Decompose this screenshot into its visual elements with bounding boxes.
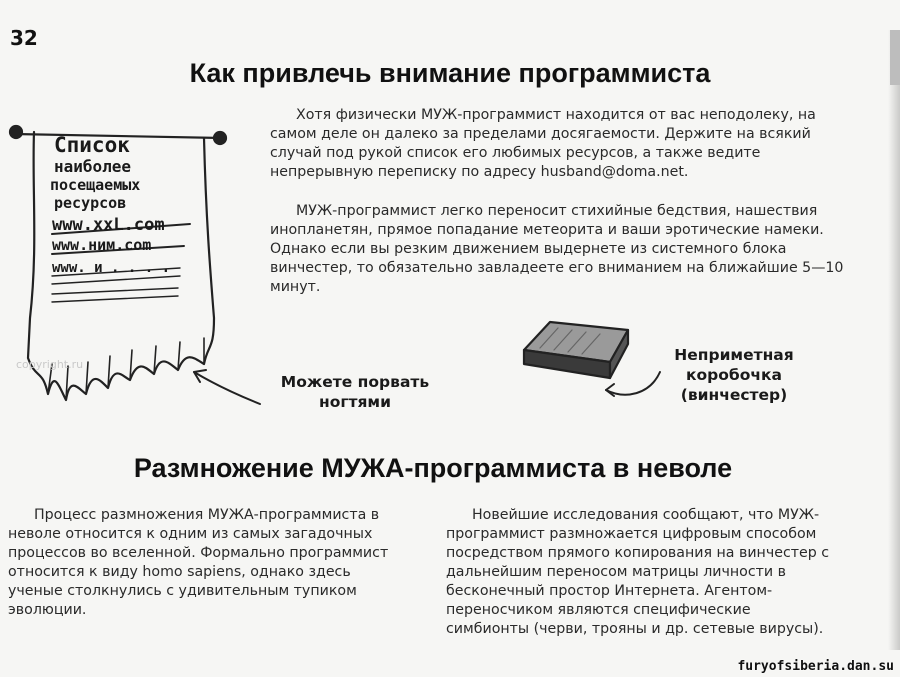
site-stamp: furyofsiberia.dan.su: [737, 659, 894, 674]
hard-drive-caption: [656, 345, 812, 405]
hard-drive-illustration: [510, 308, 670, 408]
torn-list-illustration: [8, 118, 268, 418]
section-2-right-paragraph: Новейшие исследования сообщают, что МУЖ-программист размножается цифровым способом посредством прямого копирования на винчестер с дальнейшим переносом матрицы личности в бесконечный простор Интернета. Агентом-переносчиком являются специфические симбионты (черви, трояны и др. сетевые вирусы).: [446, 507, 830, 637]
torn-list-caption-line-2: ногтями: [319, 393, 391, 411]
list-heading-line-1: Список: [54, 133, 130, 157]
hard-drive-caption-line-1: Неприметная: [674, 346, 794, 364]
list-heading-line-4: ресурсов: [54, 194, 127, 212]
section-2-title: Размножение МУЖА-программиста в неволе: [133, 453, 733, 483]
hard-drive-caption-line-3: (винчестер): [680, 386, 788, 404]
page-edge-shadow: [888, 30, 900, 650]
page-number: 32: [10, 26, 38, 50]
section-2-left-paragraph: Процесс размножения МУЖА-программиста в неволе относится к одним из самых загадочных процессов во вселенной. Формально программист относится к виду homo sapiens, однако здесь ученые столкнулись с удивительным тупиком эволюции.: [8, 507, 389, 618]
section-1-paragraph-1: Хотя физически МУЖ-программист находится от вас неподолеку, на самом деле он далеко за пределами досягаемости. Держите на всякий случай под рукой список его любимых ресурсов, а также ведите непрерывную переписку по адресу husband@doma.net.: [270, 107, 816, 180]
list-url-3: www. и . . . .: [52, 260, 171, 276]
copyright-watermark: copyright.ru: [16, 358, 84, 371]
list-url-1: www.xxL.com: [52, 215, 165, 235]
hard-drive-caption-line-2: коробочка: [685, 366, 782, 384]
section-1-title: Как привлечь внимание программиста: [189, 58, 711, 88]
torn-list-caption: [262, 372, 448, 412]
list-url-2: www.ним.com: [52, 236, 152, 254]
list-heading-line-3: посещаемых: [50, 176, 141, 194]
list-heading-line-2: наиболее: [54, 157, 132, 176]
torn-list-caption-line-1: Можете порвать: [280, 373, 430, 391]
section-1-paragraph-2: МУЖ-программист легко переносит стихийные бедствия, нашествия инопланетян, прямое попадание метеорита и ваши эротические намеки. Однако если вы резким движением выдернете из системного блока винчестер, то обязательно завладеете его вниманием на ближайшие 5—10 минут.: [270, 203, 844, 295]
